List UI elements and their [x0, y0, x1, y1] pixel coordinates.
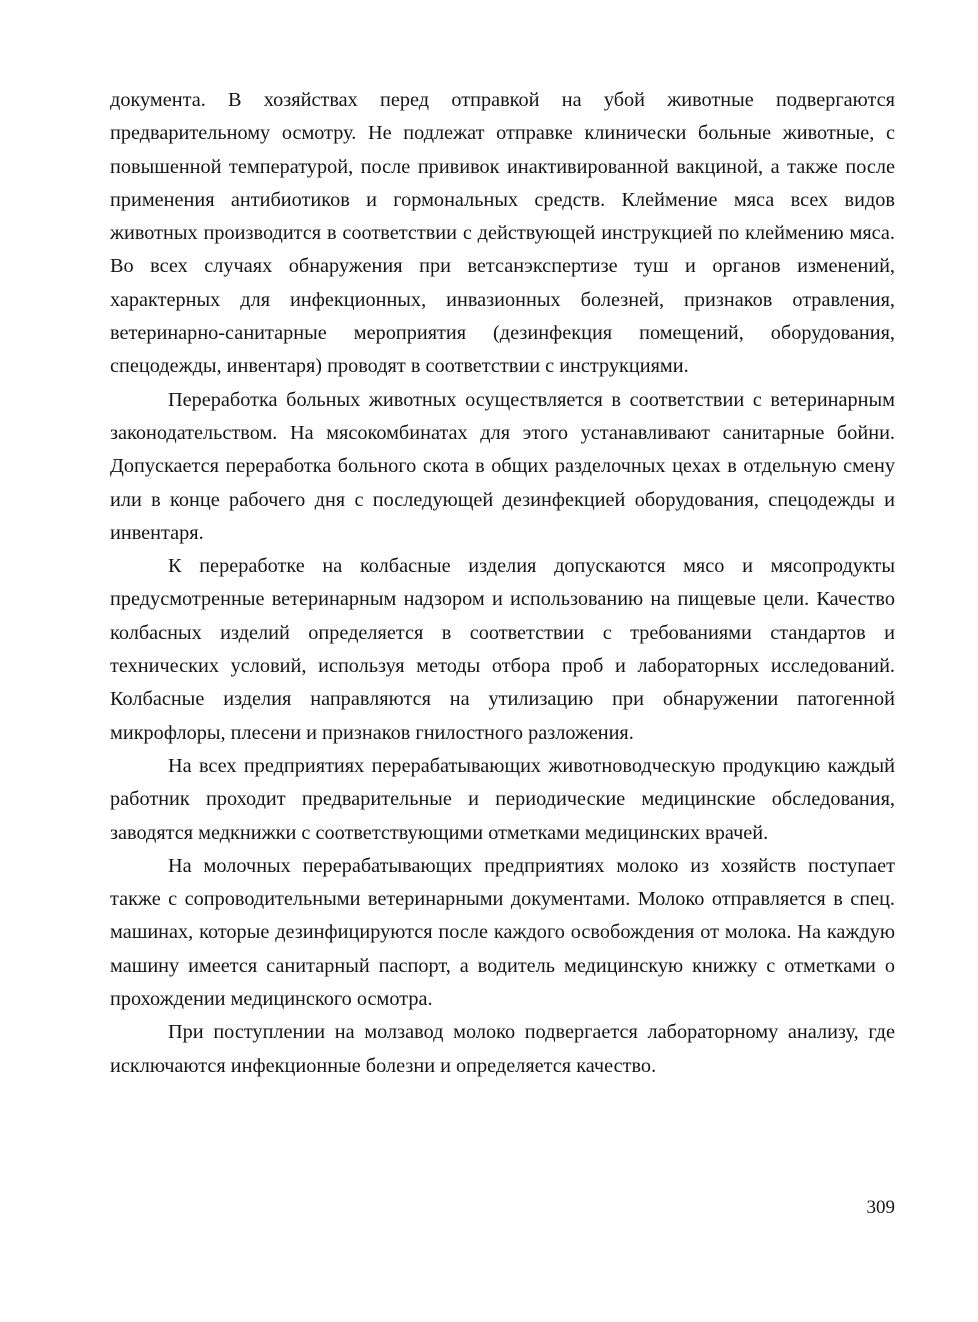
paragraph-worker-medical-exams: На всех предприятиях перерабатывающих животноводческую продукцию каждый работник проходит предварительные и периодические медицинские обследования, заводятся медкнижки с соответствующими отметками медицинских врачей.	[110, 754, 895, 844]
paragraph-processing-sick-animals: Переработка больных животных осуществляется в соответствии с ветеринарным законодательством. На мясокомбинатах для этого устанавливают санитарные бойни. Допускается переработка больного скота в общих разделочных цехах в отдельную смену или в конце рабочего дня с последующей дезинфекцией оборудования, спецодежды и инвентаря.	[110, 388, 895, 544]
paragraph-dairy-enterprises: На молочных перерабатывающих предприятиях молоко из хозяйств поступает также с сопроводительными ветеринарными документами. Молоко отправляется в спец. машинах, которые дезинфицируются после каждого освобождения от молока. На каждую машину имеется санитарный паспорт, а водитель медицинскую книжку с отметками о прохождении медицинского осмотра.	[110, 854, 895, 1011]
body-text	[110, 84, 895, 1083]
page-number: 309	[866, 1197, 895, 1218]
paragraph-continuation: документа. В хозяйствах перед отправкой на убой животные подвергаются предварительному осмотру. Не подлежат отправке клинически больные животные, с повышенной температурой, после прививок инактивированной вакциной, а также после применения антибиотиков и гормональных средств. Клеймение мяса всех видов животных производится в соответствии с действующей инструкцией по клеймению мяса. Во всех случаях обнаружения при ветсанэкспертизе туш и органов изменений, характерных для инфекционных, инвазионных болезней, признаков отравления, ветеринарно-санитарные мероприятия (дезинфекция помещений, оборудования, спецодежды, инвентаря) проводят в соответствии с инструкциями.	[110, 89, 895, 378]
paragraph-milk-lab-analysis: При поступлении на молзавод молоко подвергается лабораторному анализу, где исключаются инфекционные болезни и определяется качество.	[110, 1021, 895, 1077]
paragraph-sausage-products: К переработке на колбасные изделия допускаются мясо и мясопродукты предусмотренные ветеринарным надзором и использованию на пищевые цели. Качество колбасных изделий определяется в соответствии с требованиями стандартов и технических условий, используя методы отбора проб и лабораторных исследований. Колбасные изделия направляются на утилизацию при обнаружении патогенной микрофлоры, плесени и признаков гнилостного разложения.	[110, 555, 895, 744]
